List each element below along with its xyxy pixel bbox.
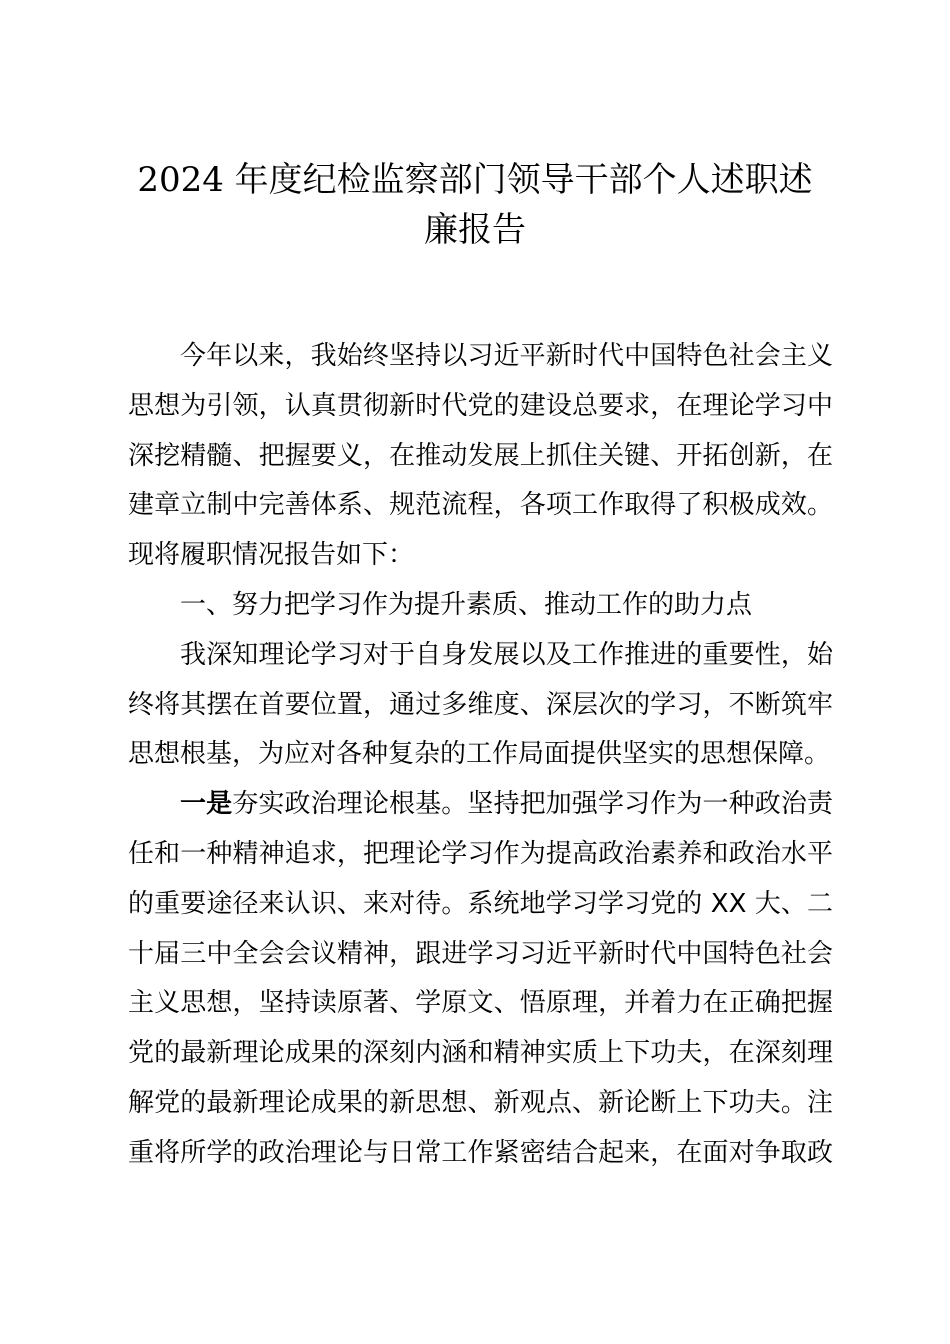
paragraph-2-line-3: 思想根基，为应对各种复杂的工作局面提供坚实的思想保障。 <box>128 739 831 770</box>
paragraph-3-line-7: 解党的最新理论成果的新思想、新观点、新论断上下功夫。注 <box>128 1087 833 1118</box>
paragraph-3-line-4: 十届三中全会会议精神，跟进学习习近平新时代中国特色社会 <box>128 938 833 969</box>
paragraph-1-line-3: 深挖精髓、把握要义，在推动发展上抓住关键、开拓创新，在 <box>128 440 833 471</box>
paragraph-1-line-4: 建章立制中完善体系、规范流程，各项工作取得了积极成效。 <box>128 490 833 521</box>
body-text <box>128 332 833 1179</box>
paragraph-3-line-6: 党的最新理论成果的深刻内涵和精神实质上下功夫，在深刻理 <box>128 1038 833 1069</box>
title-line-1: 2024 年度纪检监察部门领导干部个人述职述 <box>137 160 813 200</box>
paragraph-3-line-2: 任和一种精神追求，把理论学习作为提高政治素养和政治水平 <box>128 838 833 869</box>
paragraph-2-line-2: 终将其摆在首要位置，通过多维度、深层次的学习，不断筑牢 <box>128 689 833 720</box>
title-line-2: 廉报告 <box>424 210 526 250</box>
paragraph-3-line-1-text: 夯实政治理论根基。坚持把加强学习作为一种政治责 <box>232 789 833 820</box>
paragraph-3-line-3: 的重要途径来认识、来对待。系统地学习学习党的 XX 大、二 <box>128 888 833 919</box>
paragraph-1-line-2: 思想为引领，认真贯彻新时代党的建设总要求，在理论学习中 <box>128 390 833 421</box>
lead-in-label: 一是 <box>180 789 233 820</box>
section-heading-1: 一、努力把学习作为提升素质、推动工作的助力点 <box>180 589 753 620</box>
paragraph-3-line-1 <box>128 780 833 830</box>
paragraph-2-line-1: 我深知理论学习对于自身发展以及工作推进的重要性，始 <box>180 639 833 670</box>
paragraph-3-line-8: 重将所学的政治理论与日常工作紧密结合起来，在面对争取政 <box>128 1137 833 1168</box>
paragraph-3-line-5: 主义思想，坚持读原著、学原文、悟原理，并着力在正确把握 <box>128 988 833 1019</box>
page-title <box>120 155 830 255</box>
paragraph-1-line-5: 现将履职情况报告如下： <box>128 540 415 571</box>
paragraph-1-line-1: 今年以来，我始终坚持以习近平新时代中国特色社会主义 <box>180 341 833 371</box>
